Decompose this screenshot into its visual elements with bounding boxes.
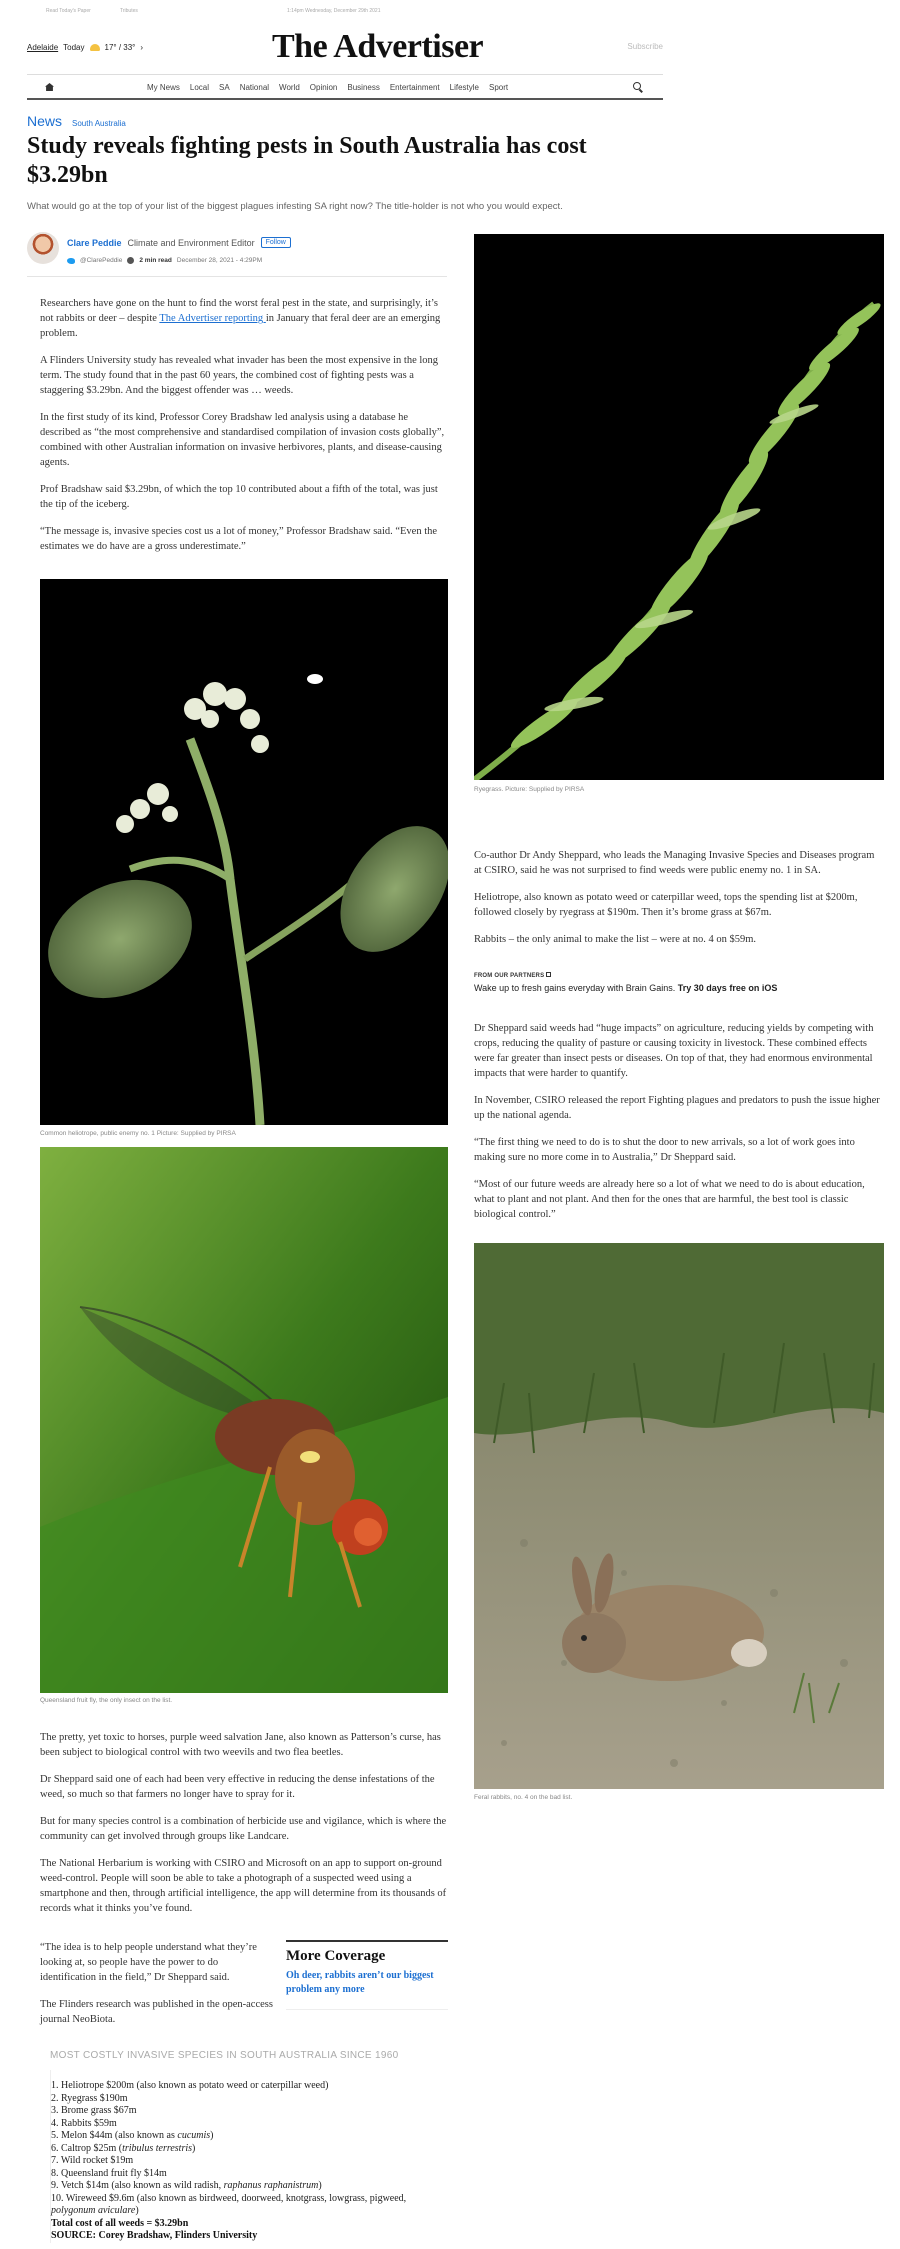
ryegrass-caption: Ryegrass. Picture: Supplied by PIRSA <box>474 786 585 793</box>
utility-strip <box>0 0 900 22</box>
nav-item[interactable]: National <box>239 82 270 92</box>
list-item: 7. Wild rocket $19m <box>51 2155 134 2166</box>
search-icon[interactable] <box>633 82 641 90</box>
body-paragraph: Heliotrope, also known as potato weed or caterpillar weed, tops the spending list at $200m, followed closely by ryegrass at $190m. Then it’s brome grass at $67m. <box>474 892 858 918</box>
article-body-continued <box>40 1730 448 1928</box>
author-name[interactable]: Clare Peddie <box>67 237 122 248</box>
body-paragraph: “Most of our future weeds are already here so a lot of what we need to do is about education, what to plant and not plant. And then for the ones that are harmful, the best tool is classic biological control.” <box>474 1179 865 1220</box>
partly-cloudy-icon <box>90 44 100 51</box>
nav-item[interactable]: Lifestyle <box>449 82 480 92</box>
section-link[interactable]: News <box>27 113 63 129</box>
nav-item[interactable]: Local <box>189 82 210 92</box>
nav-item[interactable]: Sport <box>489 82 509 92</box>
weather-widget[interactable] <box>27 43 143 52</box>
external-link-icon <box>546 972 551 977</box>
nav-item[interactable]: World <box>279 82 300 92</box>
follow-button[interactable]: Follow <box>261 237 291 248</box>
inline-article-link[interactable]: The Advertiser reporting <box>159 313 266 324</box>
author-role: Climate and Environment Editor <box>127 237 255 248</box>
list-heading: MOST COSTLY INVASIVE SPECIES IN SOUTH AUSTRALIA SINCE 1960 <box>50 2050 399 2061</box>
body-paragraph: The National Herbarium is working with CSIRO and Microsoft on an app to support on-ground weed-control. People will soon be able to take a photograph of a suspected weed using a smartphone and then, through artificial intelligence, the app will determine from its thousands of records what it thinks you’ve found. <box>40 1858 447 1914</box>
author-avatar[interactable] <box>27 232 59 264</box>
heliotrope-photo[interactable] <box>40 579 448 1125</box>
fruitfly-image <box>40 1147 448 1693</box>
rabbits-photo[interactable] <box>474 1243 884 1789</box>
body-paragraph: “The message is, invasive species cost us a lot of money,” Professor Bradshaw said. “Even the estimates we do have are a gross underestimate.” <box>40 526 438 552</box>
current-date: 1:14pm Wednesday, December 29th 2021 <box>287 8 381 14</box>
nav-items <box>147 75 508 99</box>
nav-item[interactable]: Opinion <box>309 82 338 92</box>
fruitfly-caption: Queensland fruit fly, the only insect on the list. <box>40 1697 173 1704</box>
todays-paper-link[interactable]: Read Today's Paper <box>46 8 91 14</box>
body-paragraph: A Flinders University study has revealed what invader has been the most expensive in the long term. The study found that in the past 60 years, the combined cost of fighting pests was a staggering $3.29bn. And the biggest offender was … weeds. <box>40 355 439 396</box>
article-body-intro <box>40 296 448 566</box>
read-time: 2 min read <box>139 257 172 264</box>
partner-tag: FROM OUR PARTNERS <box>474 972 884 979</box>
costly-species-list <box>50 2070 448 2243</box>
nav-item[interactable]: Entertainment <box>389 82 440 92</box>
heliotrope-caption: Common heliotrope, public enemy no. 1 Picture: Supplied by PIRSA <box>40 1130 236 1137</box>
ryegrass-image <box>474 234 884 780</box>
section-kicker <box>27 113 126 129</box>
rabbits-caption: Feral rabbits, no. 4 on the bad list. <box>474 1794 573 1801</box>
author-twitter-handle[interactable]: @ClarePeddie <box>80 257 123 264</box>
ryegrass-photo[interactable] <box>474 234 884 780</box>
nav-item[interactable]: SA <box>219 82 230 92</box>
article-body-right-continued <box>474 1021 884 1234</box>
published-date: December 28, 2021 - 4:29PM <box>176 257 263 264</box>
final-paragraph: The Flinders research was published in the open-access journal NeoBiota. <box>40 1999 273 2025</box>
body-paragraph: The pretty, yet toxic to horses, purple weed salvation Jane, also known as Patterson’s curse, has been subject to biological control with two weevils and two flea beetles. <box>40 1732 441 1758</box>
twitter-icon[interactable] <box>67 258 75 264</box>
site-logo[interactable]: The Advertiser <box>272 28 484 65</box>
list-item: 3. Brome grass $67m <box>51 2105 137 2116</box>
nav-item[interactable]: My News <box>147 82 180 92</box>
more-coverage-link[interactable]: Oh deer, rabbits aren’t our biggest problem any more <box>286 1970 434 1995</box>
list-item: 6. Caltrop $25m (tribulus terrestris) <box>51 2142 196 2154</box>
body-paragraph: Co-author Dr Andy Sheppard, who leads the Managing Invasive Species and Diseases program at CSIRO, said he was not surprised to find weeds were public enemy no. 1 in SA. <box>474 850 875 876</box>
body-paragraph: Dr Sheppard said one of each had been very effective in reducing the dense infestations of the weed, so much so that farmers no longer have to spray for it. <box>40 1774 435 1800</box>
article-body-right <box>474 848 884 959</box>
masthead <box>27 28 663 72</box>
subscribe-link[interactable]: Subscribe <box>627 42 663 51</box>
body-paragraph: In the first study of its kind, Professor Corey Bradshaw led analysis using a database he described as “the most comprehensive and standardised compilation of invasion costs globally”, combined with other Australian information on invasive herbivores, plants, and disease-causing agents. <box>40 412 445 468</box>
location-city[interactable]: Adelaide <box>27 43 59 52</box>
list-source: SOURCE: Corey Bradshaw, Flinders University <box>51 2230 258 2241</box>
body-paragraph: Dr Sheppard said weeds had “huge impacts” on agriculture, reducing yields by competing with crops, reducing the quality of pasture or causing toxicity in livestock. These combined effects were far greater than insect pests or diseases. On top of that, they had enormous environmental impacts that were harder to quantify. <box>474 1023 874 1079</box>
list-total: Total cost of all weeds = $3.29bn <box>51 2217 189 2229</box>
list-item: 1. Heliotrope $200m (also known as potato weed or caterpillar weed) <box>51 2080 329 2091</box>
list-item: 10. Wireweed $9.6m (also known as birdweed, doorweed, knotgrass, lowgrass, pigweed, polygonum aviculare) <box>51 2192 407 2216</box>
home-icon[interactable] <box>45 83 54 91</box>
article-standfirst: What would go at the top of your list of the biggest plagues infesting SA right now? The title-holder is not who you would expect. <box>27 201 563 212</box>
list-item: 4. Rabbits $59m <box>51 2117 117 2129</box>
main-nav <box>27 74 663 100</box>
more-coverage-heading: More Coverage <box>286 1948 386 1964</box>
body-paragraph: “The first thing we need to do is to shut the door to new arrivals, so a lot of work goes into making sure no more come in to Australia,” Dr Sheppard said. <box>474 1137 855 1163</box>
body-paragraph: Researchers have gone on the hunt to find the worst feral pest in the state, and surprisingly, it’s not rabbits or deer – despite The Advertiser reporting in January that feral deer are an emerging problem. <box>40 298 441 339</box>
list-items <box>51 2080 448 2218</box>
quote-paragraph: “The idea is to help people understand what they’re looking at, so people have the power to do identification in the field,” Dr Sheppard said. <box>40 1942 257 1983</box>
list-item: 5. Melon $44m (also known as cucumis) <box>51 2130 214 2141</box>
divider <box>286 2009 448 2010</box>
more-coverage-box <box>286 1940 448 2010</box>
heliotrope-image <box>40 579 448 1125</box>
subsection-link[interactable]: South Australia <box>72 119 126 128</box>
tributes-link[interactable]: Tributes <box>120 8 138 14</box>
partner-promo[interactable] <box>474 972 884 993</box>
fruitfly-photo[interactable] <box>40 1147 448 1693</box>
weather-today-label: Today <box>63 43 85 52</box>
body-paragraph: But for many species control is a combination of herbicide use and vigilance, which is where the community can get involved through groups like Landcare. <box>40 1816 447 1842</box>
quote-paragraph-block <box>40 1940 275 2027</box>
clock-icon <box>127 257 134 264</box>
weather-temps: 17° / 33° <box>104 43 136 52</box>
list-item: 2. Ryegrass $190m <box>51 2092 128 2104</box>
list-item: 9. Vetch $14m (also known as wild radish, raphanus raphanistrum) <box>51 2180 322 2191</box>
chevron-right-icon[interactable]: › <box>140 43 144 52</box>
nav-item[interactable]: Business <box>347 82 380 92</box>
partner-text[interactable]: Wake up to fresh gains everyday with Brain Gains. Try 30 days free on iOS <box>474 983 778 993</box>
partner-cta[interactable]: Try 30 days free on iOS <box>677 983 778 993</box>
body-paragraph: Prof Bradshaw said $3.29bn, of which the top 10 contributed about a fifth of the total, was just the tip of the iceberg. <box>40 484 438 510</box>
body-paragraph: In November, CSIRO released the report Fighting plagues and predators to push the issue higher up the national agenda. <box>474 1095 880 1121</box>
rabbits-image <box>474 1243 884 1789</box>
byline <box>27 232 447 277</box>
body-paragraph: Rabbits – the only animal to make the list – were at no. 4 on $59m. <box>474 934 756 945</box>
article-headline: Study reveals fighting pests in South Australia has cost $3.29bn <box>27 133 587 188</box>
list-item: 8. Queensland fruit fly $14m <box>51 2167 167 2179</box>
